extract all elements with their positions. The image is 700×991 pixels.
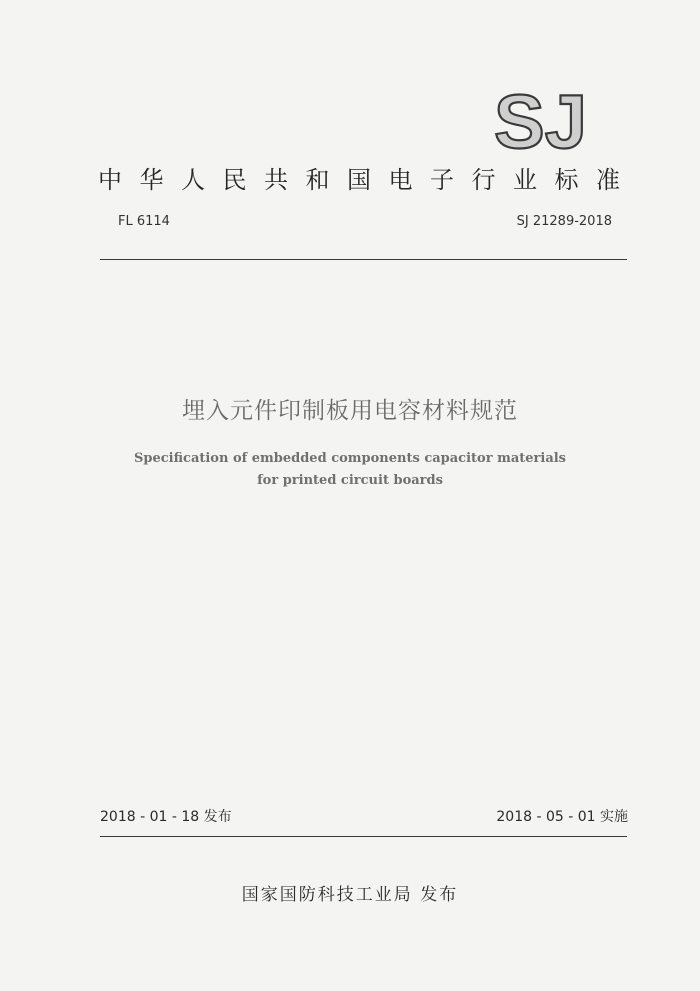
title-char: 子 [430,166,454,194]
footer-divider [100,836,627,837]
title-char: 国 [347,166,371,194]
document-title-en-line1: Specification of embedded components capacitor materials [133,451,567,466]
title-char: 人 [181,166,205,194]
title-char: 行 [471,166,496,194]
document-title-cn: 埋入元件印制板用电容材料规范 [182,398,518,424]
title-char: 共 [264,166,288,194]
title-char: 业 [513,166,537,194]
classification-code: FL 6114 [118,214,170,229]
title-char: 民 [222,166,247,194]
title-char: 和 [305,166,330,194]
sj-logo [494,86,598,154]
publisher: 国家国防科技工业局 发布 [241,885,459,905]
implementation-date: 2018 - 05 - 01 实施 [496,809,628,825]
title-char: 中 [98,166,122,194]
release-date: 2018 - 01 - 18 发布 [100,809,232,825]
standard-number: SJ 21289-2018 [516,214,612,229]
document-title-en [0,448,700,492]
sj-logo-text: SJ [494,86,587,154]
header-divider [100,259,627,260]
title-char: 华 [139,166,164,194]
title-char: 标 [554,166,579,194]
title-char: 电 [388,166,413,194]
title-char: 准 [596,166,620,194]
industry-standard-title [98,160,620,195]
document-title-en-line2: for printed circuit boards [257,473,443,488]
